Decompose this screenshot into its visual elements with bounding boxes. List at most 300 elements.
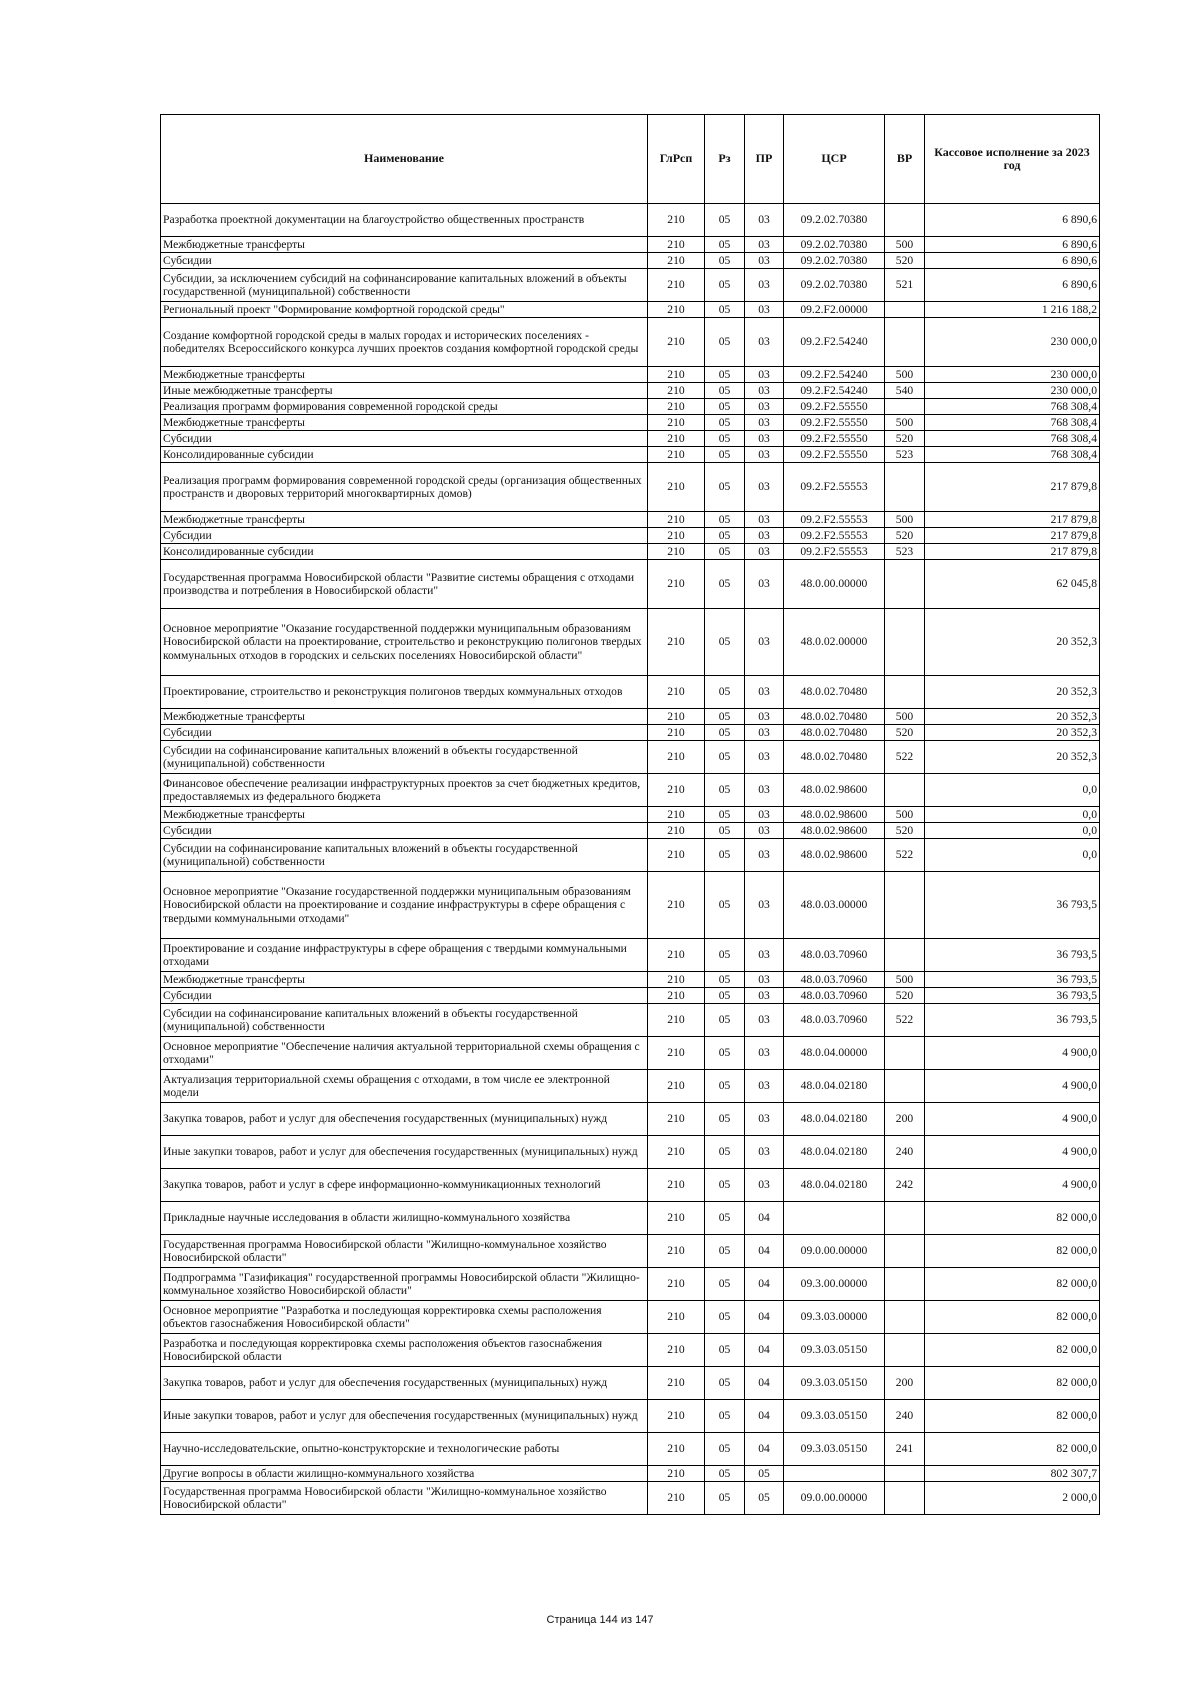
row-glrsp: 210 bbox=[648, 1482, 705, 1515]
row-glrsp: 210 bbox=[648, 1235, 705, 1268]
row-rz: 05 bbox=[705, 302, 745, 318]
row-vr: 523 bbox=[885, 544, 925, 560]
row-vr: 500 bbox=[885, 512, 925, 528]
row-name: Подпрограмма "Газификация" государственной программы Новосибирской области "Жилищно-коммунальное хозяйство Новосибирской области" bbox=[161, 1268, 648, 1301]
row-vr: 500 bbox=[885, 415, 925, 431]
row-rz: 05 bbox=[705, 318, 745, 367]
row-rz: 05 bbox=[705, 709, 745, 725]
row-vr: 200 bbox=[885, 1367, 925, 1400]
row-pr: 03 bbox=[745, 1037, 784, 1070]
table-row bbox=[161, 1136, 1100, 1169]
table-row bbox=[161, 1400, 1100, 1433]
row-rz: 05 bbox=[705, 972, 745, 988]
row-csr: 09.3.03.05150 bbox=[784, 1433, 885, 1466]
row-sum: 36 793,5 bbox=[925, 988, 1100, 1004]
table-row bbox=[161, 988, 1100, 1004]
row-sum: 217 879,8 bbox=[925, 512, 1100, 528]
row-name: Проектирование, строительство и реконструкция полигонов твердых коммунальных отходов bbox=[161, 676, 648, 709]
header-rz: Рз bbox=[705, 115, 745, 204]
row-rz: 05 bbox=[705, 1433, 745, 1466]
row-pr: 03 bbox=[745, 972, 784, 988]
table-row bbox=[161, 431, 1100, 447]
row-name: Межбюджетные трансферты bbox=[161, 512, 648, 528]
row-name: Проектирование и создание инфраструктуры в сфере обращения с твердыми коммунальными отходами bbox=[161, 939, 648, 972]
row-pr: 03 bbox=[745, 609, 784, 676]
row-name: Финансовое обеспечение реализации инфраструктурных проектов за счет бюджетных кредитов, предоставляемых из федерального бюджета bbox=[161, 774, 648, 807]
table-row bbox=[161, 1334, 1100, 1367]
table-row bbox=[161, 823, 1100, 839]
row-vr: 522 bbox=[885, 741, 925, 774]
row-name: Консолидированные субсидии bbox=[161, 544, 648, 560]
table-row bbox=[161, 399, 1100, 415]
row-pr: 04 bbox=[745, 1334, 784, 1367]
row-sum: 768 308,4 bbox=[925, 399, 1100, 415]
row-pr: 03 bbox=[745, 447, 784, 463]
row-csr bbox=[784, 1466, 885, 1482]
row-vr: 520 bbox=[885, 823, 925, 839]
row-rz: 05 bbox=[705, 1466, 745, 1482]
row-csr: 48.0.02.70480 bbox=[784, 741, 885, 774]
row-vr bbox=[885, 1235, 925, 1268]
row-csr: 09.2.F2.55553 bbox=[784, 512, 885, 528]
row-glrsp: 210 bbox=[648, 676, 705, 709]
row-rz: 05 bbox=[705, 269, 745, 302]
row-sum: 82 000,0 bbox=[925, 1367, 1100, 1400]
row-csr bbox=[784, 1202, 885, 1235]
table-row bbox=[161, 1037, 1100, 1070]
table-row bbox=[161, 415, 1100, 431]
table-row bbox=[161, 512, 1100, 528]
row-vr: 520 bbox=[885, 725, 925, 741]
row-glrsp: 210 bbox=[648, 431, 705, 447]
row-sum: 20 352,3 bbox=[925, 741, 1100, 774]
row-sum: 217 879,8 bbox=[925, 544, 1100, 560]
row-name: Субсидии bbox=[161, 253, 648, 269]
row-sum: 82 000,0 bbox=[925, 1400, 1100, 1433]
row-rz: 05 bbox=[705, 399, 745, 415]
row-sum: 0,0 bbox=[925, 774, 1100, 807]
row-name: Создание комфортной городской среды в малых городах и исторических поселениях - победителях Всероссийского конкурса лучших проектов создания комфортной городской среды bbox=[161, 318, 648, 367]
row-vr bbox=[885, 1466, 925, 1482]
row-name: Субсидии на софинансирование капитальных вложений в объекты государственной (муниципальной) собственности bbox=[161, 741, 648, 774]
row-name: Иные закупки товаров, работ и услуг для обеспечения государственных (муниципальных) нужд bbox=[161, 1400, 648, 1433]
row-name: Государственная программа Новосибирской области "Развитие системы обращения с отходами производства и потребления в Новосибирской области" bbox=[161, 560, 648, 609]
row-name: Иные межбюджетные трансферты bbox=[161, 383, 648, 399]
row-name: Основное мероприятие "Оказание государственной поддержки муниципальным образованиям Новосибирской области на проектирование и создание инфраструктуры в сфере обращения с твердыми коммунальными отходами" bbox=[161, 872, 648, 939]
row-csr: 48.0.02.98600 bbox=[784, 823, 885, 839]
row-csr: 48.0.04.02180 bbox=[784, 1169, 885, 1202]
row-glrsp: 210 bbox=[648, 939, 705, 972]
row-name: Научно-исследовательские, опытно-конструкторские и технологические работы bbox=[161, 1433, 648, 1466]
table-row bbox=[161, 1466, 1100, 1482]
row-rz: 05 bbox=[705, 1103, 745, 1136]
row-rz: 05 bbox=[705, 1235, 745, 1268]
row-glrsp: 210 bbox=[648, 269, 705, 302]
row-csr: 48.0.00.00000 bbox=[784, 560, 885, 609]
row-name: Межбюджетные трансферты bbox=[161, 709, 648, 725]
row-csr: 09.2.F2.00000 bbox=[784, 302, 885, 318]
row-pr: 03 bbox=[745, 1169, 784, 1202]
row-rz: 05 bbox=[705, 741, 745, 774]
row-pr: 03 bbox=[745, 839, 784, 872]
row-name: Реализация программ формирования современной городской среды bbox=[161, 399, 648, 415]
row-vr: 500 bbox=[885, 237, 925, 253]
table-row bbox=[161, 1235, 1100, 1268]
row-name: Субсидии bbox=[161, 431, 648, 447]
row-rz: 05 bbox=[705, 725, 745, 741]
table-row bbox=[161, 269, 1100, 302]
document-page bbox=[160, 114, 1099, 1515]
table-row bbox=[161, 447, 1100, 463]
row-vr bbox=[885, 1482, 925, 1515]
row-csr: 48.0.03.00000 bbox=[784, 872, 885, 939]
row-glrsp: 210 bbox=[648, 528, 705, 544]
row-csr: 48.0.02.00000 bbox=[784, 609, 885, 676]
row-glrsp: 210 bbox=[648, 839, 705, 872]
row-sum: 82 000,0 bbox=[925, 1334, 1100, 1367]
row-rz: 05 bbox=[705, 872, 745, 939]
row-vr: 242 bbox=[885, 1169, 925, 1202]
row-rz: 05 bbox=[705, 823, 745, 839]
row-vr bbox=[885, 1070, 925, 1103]
row-csr: 09.2.02.70380 bbox=[784, 237, 885, 253]
table-row bbox=[161, 383, 1100, 399]
row-vr bbox=[885, 774, 925, 807]
row-pr: 03 bbox=[745, 431, 784, 447]
row-pr: 03 bbox=[745, 823, 784, 839]
row-sum: 768 308,4 bbox=[925, 415, 1100, 431]
row-pr: 04 bbox=[745, 1367, 784, 1400]
row-name: Иные закупки товаров, работ и услуг для обеспечения государственных (муниципальных) нужд bbox=[161, 1136, 648, 1169]
row-sum: 62 045,8 bbox=[925, 560, 1100, 609]
row-sum: 0,0 bbox=[925, 823, 1100, 839]
row-sum: 230 000,0 bbox=[925, 318, 1100, 367]
table-row bbox=[161, 544, 1100, 560]
row-rz: 05 bbox=[705, 1202, 745, 1235]
row-csr: 09.2.F2.55550 bbox=[784, 415, 885, 431]
row-name: Государственная программа Новосибирской области "Жилищно-коммунальное хозяйство Новосибирской области" bbox=[161, 1482, 648, 1515]
row-pr: 03 bbox=[745, 1070, 784, 1103]
row-csr: 09.2.F2.54240 bbox=[784, 367, 885, 383]
table-row bbox=[161, 609, 1100, 676]
row-sum: 4 900,0 bbox=[925, 1136, 1100, 1169]
row-name: Межбюджетные трансферты bbox=[161, 972, 648, 988]
row-name: Разработка и последующая корректировка схемы расположения объектов газоснабжения Новосибирской области bbox=[161, 1334, 648, 1367]
row-glrsp: 210 bbox=[648, 1268, 705, 1301]
row-pr: 03 bbox=[745, 399, 784, 415]
row-glrsp: 210 bbox=[648, 1070, 705, 1103]
row-vr: 500 bbox=[885, 972, 925, 988]
row-glrsp: 210 bbox=[648, 972, 705, 988]
table-row bbox=[161, 1482, 1100, 1515]
row-csr: 48.0.02.70480 bbox=[784, 676, 885, 709]
row-glrsp: 210 bbox=[648, 367, 705, 383]
row-glrsp: 210 bbox=[648, 383, 705, 399]
row-pr: 03 bbox=[745, 544, 784, 560]
row-sum: 82 000,0 bbox=[925, 1433, 1100, 1466]
row-vr: 200 bbox=[885, 1103, 925, 1136]
row-glrsp: 210 bbox=[648, 253, 705, 269]
row-glrsp: 210 bbox=[648, 1004, 705, 1037]
row-name: Субсидии на софинансирование капитальных вложений в объекты государственной (муниципальной) собственности bbox=[161, 1004, 648, 1037]
budget-table bbox=[160, 114, 1100, 1515]
row-glrsp: 210 bbox=[648, 725, 705, 741]
row-name: Межбюджетные трансферты bbox=[161, 237, 648, 253]
row-rz: 05 bbox=[705, 1301, 745, 1334]
row-glrsp: 210 bbox=[648, 237, 705, 253]
row-csr: 09.2.F2.54240 bbox=[784, 383, 885, 399]
row-sum: 2 000,0 bbox=[925, 1482, 1100, 1515]
row-rz: 05 bbox=[705, 807, 745, 823]
row-name: Субсидии bbox=[161, 725, 648, 741]
row-pr: 03 bbox=[745, 253, 784, 269]
row-rz: 05 bbox=[705, 544, 745, 560]
row-pr: 04 bbox=[745, 1400, 784, 1433]
row-vr bbox=[885, 302, 925, 318]
row-glrsp: 210 bbox=[648, 807, 705, 823]
row-pr: 03 bbox=[745, 1136, 784, 1169]
row-sum: 6 890,6 bbox=[925, 269, 1100, 302]
row-pr: 03 bbox=[745, 237, 784, 253]
row-vr bbox=[885, 318, 925, 367]
row-sum: 0,0 bbox=[925, 807, 1100, 823]
row-glrsp: 210 bbox=[648, 774, 705, 807]
row-glrsp: 210 bbox=[648, 1400, 705, 1433]
row-pr: 03 bbox=[745, 741, 784, 774]
row-csr: 09.2.02.70380 bbox=[784, 253, 885, 269]
row-csr: 09.2.F2.55553 bbox=[784, 544, 885, 560]
row-vr bbox=[885, 399, 925, 415]
header-vr: ВР bbox=[885, 115, 925, 204]
row-glrsp: 210 bbox=[648, 318, 705, 367]
table-row bbox=[161, 807, 1100, 823]
row-name: Закупка товаров, работ и услуг для обеспечения государственных (муниципальных) нужд bbox=[161, 1367, 648, 1400]
row-glrsp: 210 bbox=[648, 1103, 705, 1136]
row-name: Субсидии bbox=[161, 988, 648, 1004]
table-header-row bbox=[161, 115, 1100, 204]
row-glrsp: 210 bbox=[648, 1433, 705, 1466]
row-name: Основное мероприятие "Обеспечение наличия актуальной территориальной схемы обращения с отходами" bbox=[161, 1037, 648, 1070]
row-sum: 768 308,4 bbox=[925, 431, 1100, 447]
row-glrsp: 210 bbox=[648, 204, 705, 237]
row-vr: 522 bbox=[885, 1004, 925, 1037]
row-csr: 48.0.04.02180 bbox=[784, 1070, 885, 1103]
row-sum: 802 307,7 bbox=[925, 1466, 1100, 1482]
table-row bbox=[161, 253, 1100, 269]
row-name: Актуализация территориальной схемы обращения с отходами, в том числе ее электронной модели bbox=[161, 1070, 648, 1103]
row-glrsp: 210 bbox=[648, 512, 705, 528]
row-csr: 09.3.03.00000 bbox=[784, 1301, 885, 1334]
table-row bbox=[161, 709, 1100, 725]
row-name: Субсидии, за исключением субсидий на софинансирование капитальных вложений в объекты государственной (муниципальной) собственности bbox=[161, 269, 648, 302]
row-pr: 03 bbox=[745, 415, 784, 431]
header-csr: ЦСР bbox=[784, 115, 885, 204]
row-vr bbox=[885, 204, 925, 237]
row-rz: 05 bbox=[705, 1334, 745, 1367]
row-rz: 05 bbox=[705, 939, 745, 972]
row-vr bbox=[885, 676, 925, 709]
row-vr: 520 bbox=[885, 988, 925, 1004]
row-name: Другие вопросы в области жилищно-коммунального хозяйства bbox=[161, 1466, 648, 1482]
row-glrsp: 210 bbox=[648, 1169, 705, 1202]
row-pr: 03 bbox=[745, 383, 784, 399]
row-glrsp: 210 bbox=[648, 1202, 705, 1235]
row-sum: 6 890,6 bbox=[925, 204, 1100, 237]
row-pr: 03 bbox=[745, 528, 784, 544]
header-sum: Кассовое исполнение за 2023 год bbox=[925, 115, 1100, 204]
row-pr: 03 bbox=[745, 988, 784, 1004]
page-footer: Страница 144 из 147 bbox=[546, 1614, 654, 1626]
row-vr: 522 bbox=[885, 839, 925, 872]
row-sum: 4 900,0 bbox=[925, 1070, 1100, 1103]
row-vr bbox=[885, 872, 925, 939]
row-pr: 03 bbox=[745, 560, 784, 609]
row-glrsp: 210 bbox=[648, 1136, 705, 1169]
row-name: Межбюджетные трансферты bbox=[161, 415, 648, 431]
row-rz: 05 bbox=[705, 988, 745, 1004]
row-sum: 4 900,0 bbox=[925, 1169, 1100, 1202]
row-vr: 540 bbox=[885, 383, 925, 399]
row-pr: 04 bbox=[745, 1301, 784, 1334]
row-rz: 05 bbox=[705, 1367, 745, 1400]
row-sum: 217 879,8 bbox=[925, 463, 1100, 512]
row-sum: 6 890,6 bbox=[925, 237, 1100, 253]
row-csr: 09.2.02.70380 bbox=[784, 204, 885, 237]
row-name: Прикладные научные исследования в области жилищно-коммунального хозяйства bbox=[161, 1202, 648, 1235]
row-vr: 521 bbox=[885, 269, 925, 302]
row-glrsp: 210 bbox=[648, 1037, 705, 1070]
row-vr: 240 bbox=[885, 1400, 925, 1433]
row-pr: 04 bbox=[745, 1433, 784, 1466]
row-csr: 48.0.04.02180 bbox=[784, 1136, 885, 1169]
row-sum: 36 793,5 bbox=[925, 972, 1100, 988]
row-vr: 500 bbox=[885, 709, 925, 725]
row-csr: 09.3.03.05150 bbox=[784, 1334, 885, 1367]
row-pr: 04 bbox=[745, 1202, 784, 1235]
header-pr: ПР bbox=[745, 115, 784, 204]
table-row bbox=[161, 725, 1100, 741]
row-csr: 09.3.03.05150 bbox=[784, 1400, 885, 1433]
row-glrsp: 210 bbox=[648, 1367, 705, 1400]
row-csr: 09.2.F2.54240 bbox=[784, 318, 885, 367]
table-row bbox=[161, 1103, 1100, 1136]
row-glrsp: 210 bbox=[648, 463, 705, 512]
row-rz: 05 bbox=[705, 1482, 745, 1515]
table-row bbox=[161, 560, 1100, 609]
row-pr: 03 bbox=[745, 269, 784, 302]
row-pr: 03 bbox=[745, 204, 784, 237]
row-vr bbox=[885, 939, 925, 972]
row-csr: 48.0.03.70960 bbox=[784, 988, 885, 1004]
row-rz: 05 bbox=[705, 1268, 745, 1301]
table-row bbox=[161, 1004, 1100, 1037]
row-pr: 03 bbox=[745, 512, 784, 528]
row-vr bbox=[885, 463, 925, 512]
row-vr: 240 bbox=[885, 1136, 925, 1169]
row-pr: 05 bbox=[745, 1482, 784, 1515]
row-csr: 48.0.02.98600 bbox=[784, 774, 885, 807]
row-vr: 500 bbox=[885, 807, 925, 823]
row-sum: 82 000,0 bbox=[925, 1202, 1100, 1235]
row-name: Региональный проект "Формирование комфортной городской среды" bbox=[161, 302, 648, 318]
row-sum: 82 000,0 bbox=[925, 1235, 1100, 1268]
row-rz: 05 bbox=[705, 1004, 745, 1037]
row-glrsp: 210 bbox=[648, 1301, 705, 1334]
table-row bbox=[161, 676, 1100, 709]
row-name: Реализация программ формирования современной городской среды (организация общественных пространств и дворовых территорий многоквартирных домов) bbox=[161, 463, 648, 512]
table-row bbox=[161, 1433, 1100, 1466]
row-sum: 230 000,0 bbox=[925, 367, 1100, 383]
row-sum: 768 308,4 bbox=[925, 447, 1100, 463]
row-pr: 03 bbox=[745, 939, 784, 972]
row-name: Консолидированные субсидии bbox=[161, 447, 648, 463]
row-vr: 241 bbox=[885, 1433, 925, 1466]
row-sum: 20 352,3 bbox=[925, 725, 1100, 741]
table-row bbox=[161, 367, 1100, 383]
row-rz: 05 bbox=[705, 609, 745, 676]
row-rz: 05 bbox=[705, 1070, 745, 1103]
row-rz: 05 bbox=[705, 839, 745, 872]
table-row bbox=[161, 1070, 1100, 1103]
row-sum: 82 000,0 bbox=[925, 1268, 1100, 1301]
table-row bbox=[161, 318, 1100, 367]
table-row bbox=[161, 872, 1100, 939]
row-rz: 05 bbox=[705, 1037, 745, 1070]
row-pr: 03 bbox=[745, 1103, 784, 1136]
row-name: Закупка товаров, работ и услуг для обеспечения государственных (муниципальных) нужд bbox=[161, 1103, 648, 1136]
row-name: Государственная программа Новосибирской области "Жилищно-коммунальное хозяйство Новосибирской области" bbox=[161, 1235, 648, 1268]
row-vr bbox=[885, 1301, 925, 1334]
row-rz: 05 bbox=[705, 1400, 745, 1433]
row-csr: 48.0.02.70480 bbox=[784, 709, 885, 725]
row-pr: 04 bbox=[745, 1235, 784, 1268]
row-glrsp: 210 bbox=[648, 1334, 705, 1367]
row-csr: 48.0.02.70480 bbox=[784, 725, 885, 741]
row-rz: 05 bbox=[705, 676, 745, 709]
row-name: Разработка проектной документации на благоустройство общественных пространств bbox=[161, 204, 648, 237]
row-sum: 20 352,3 bbox=[925, 709, 1100, 725]
table-row bbox=[161, 972, 1100, 988]
row-glrsp: 210 bbox=[648, 741, 705, 774]
table-row bbox=[161, 1301, 1100, 1334]
row-vr bbox=[885, 1334, 925, 1367]
table-row bbox=[161, 237, 1100, 253]
row-vr: 523 bbox=[885, 447, 925, 463]
row-csr: 09.2.F2.55553 bbox=[784, 463, 885, 512]
row-name: Субсидии bbox=[161, 823, 648, 839]
row-rz: 05 bbox=[705, 415, 745, 431]
row-csr: 48.0.03.70960 bbox=[784, 972, 885, 988]
table-row bbox=[161, 1367, 1100, 1400]
row-name: Межбюджетные трансферты bbox=[161, 367, 648, 383]
header-glrsp: ГлРсп bbox=[648, 115, 705, 204]
row-pr: 03 bbox=[745, 463, 784, 512]
table-row bbox=[161, 204, 1100, 237]
row-sum: 6 890,6 bbox=[925, 253, 1100, 269]
row-pr: 03 bbox=[745, 774, 784, 807]
row-rz: 05 bbox=[705, 528, 745, 544]
row-sum: 0,0 bbox=[925, 839, 1100, 872]
row-name: Субсидии bbox=[161, 528, 648, 544]
row-sum: 230 000,0 bbox=[925, 383, 1100, 399]
row-pr: 03 bbox=[745, 709, 784, 725]
row-vr bbox=[885, 1202, 925, 1235]
row-rz: 05 bbox=[705, 774, 745, 807]
row-csr: 09.2.F2.55550 bbox=[784, 431, 885, 447]
row-csr: 48.0.04.02180 bbox=[784, 1103, 885, 1136]
row-glrsp: 210 bbox=[648, 988, 705, 1004]
row-vr: 520 bbox=[885, 528, 925, 544]
